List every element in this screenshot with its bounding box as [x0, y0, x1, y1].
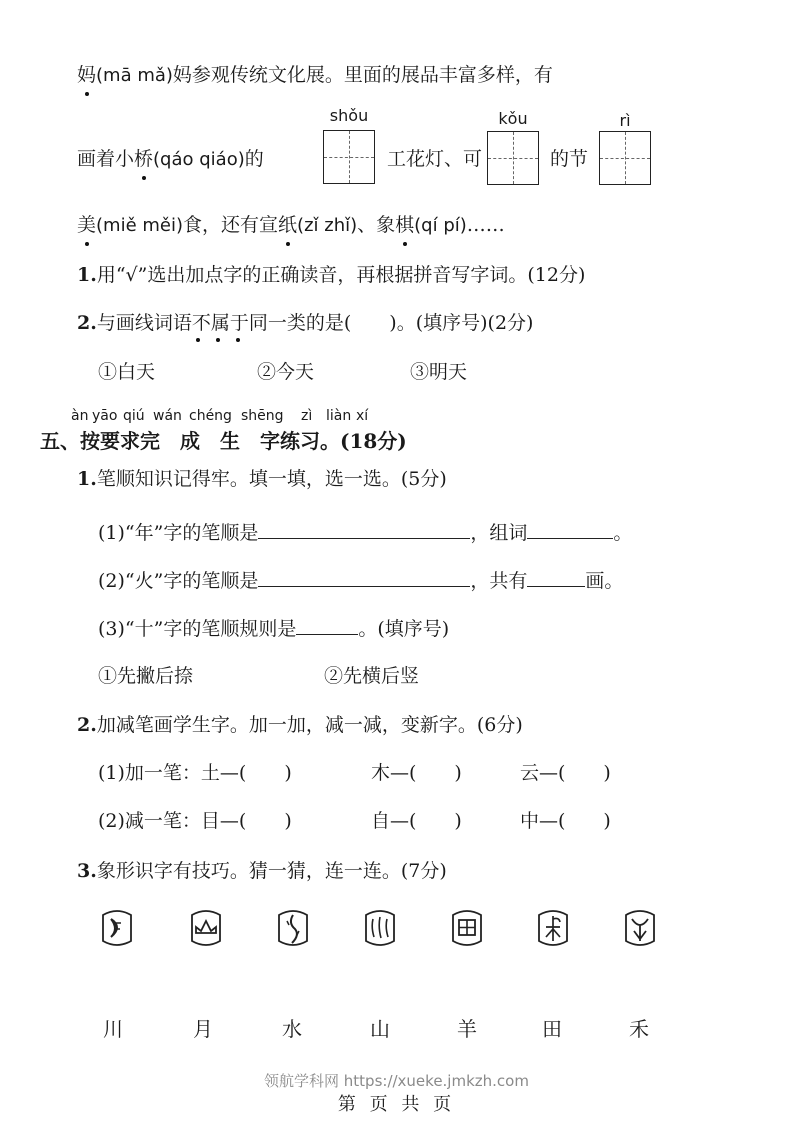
question-text: 笔顺知识记得牢。填一填，选一选。(5分): [96, 468, 447, 490]
answer-blank[interactable]: [527, 518, 613, 539]
dotted-char: 美: [77, 214, 97, 236]
text: 工花灯、可: [387, 148, 483, 170]
answer-char-7[interactable]: 禾: [629, 1017, 649, 1041]
sheep-pictograph-icon[interactable]: [620, 905, 660, 951]
question-number: 2.: [77, 714, 97, 736]
text: 妈参观传统文化展。里面的展品丰富多样，有: [172, 64, 553, 86]
sub1-line-2: [98, 566, 623, 594]
question-text: 用“√”选出加点字的正确读音，再根据拼音写字词。(12分): [96, 264, 586, 286]
sub-question-1: [77, 466, 447, 492]
answer-blank[interactable]: [258, 518, 470, 539]
remove-stroke-3[interactable]: 中—( ): [520, 810, 611, 832]
remove-stroke-2[interactable]: 自—( ): [371, 810, 462, 832]
answer-char-2[interactable]: 月: [193, 1017, 213, 1041]
question-text: 同一类的是( )。(填序号)(2分): [248, 312, 534, 334]
writing-box-3[interactable]: [599, 131, 651, 185]
mountain-pictograph-icon[interactable]: [186, 905, 226, 951]
text: 食，还有宣: [183, 214, 279, 236]
answer-blank[interactable]: [296, 614, 358, 635]
box-pinyin-1: shǒu: [329, 106, 369, 125]
question-2: [77, 310, 533, 336]
section-title: 五、按要求完 成 生 字练习。(18分): [40, 429, 407, 453]
remove-stroke-1[interactable]: (2)减一笔：目—( ): [98, 810, 292, 832]
page-number: 第 页 共 页: [337, 1094, 456, 1115]
text: (1)“年”字的笔顺是: [98, 522, 259, 544]
pinyin-choice: (miě měi): [96, 215, 184, 236]
add-stroke-1[interactable]: (1)加一笔：土—( ): [98, 762, 292, 784]
answer-char-3[interactable]: 水: [282, 1017, 302, 1041]
dotted-words: 不属于: [192, 312, 249, 334]
writing-box-2[interactable]: [487, 131, 539, 185]
answer-char-4[interactable]: 山: [370, 1017, 390, 1041]
q2-option-1: ①白天: [98, 361, 156, 383]
text: ，组词: [470, 522, 528, 544]
add-stroke-3[interactable]: 云—( ): [520, 762, 611, 784]
sub-question-3: [77, 858, 447, 884]
answer-blank[interactable]: [258, 566, 470, 587]
sub1-option-1: ①先撇后捺: [98, 665, 194, 687]
intro-line-2: [77, 146, 264, 173]
pinyin-choice: (qí pí): [414, 215, 467, 236]
dotted-char: 纸: [278, 214, 298, 236]
intro-line-2b: [387, 146, 482, 172]
intro-line-1: [77, 62, 553, 89]
text: 。: [613, 522, 633, 544]
field-pictograph-icon[interactable]: [447, 905, 487, 951]
text: (2)“火”字的笔顺是: [98, 570, 259, 592]
sub-question-2: [77, 712, 523, 738]
question-number: 3.: [77, 860, 97, 882]
question-1: [77, 262, 585, 288]
text: 、象: [357, 214, 396, 236]
pinyin-choice: (mā mǎ): [96, 65, 173, 86]
dotted-char: 妈: [77, 64, 97, 86]
pinyin-choice: (zǐ zhǐ): [297, 215, 358, 236]
sub1-option-2: ②先横后竖: [324, 665, 420, 687]
dotted-char: 棋: [395, 214, 415, 236]
text: 的节: [550, 148, 589, 170]
question-number: 1.: [77, 468, 97, 490]
river-pictograph-icon[interactable]: [360, 905, 400, 951]
text: 画。: [585, 570, 624, 592]
answer-char-1[interactable]: 川: [103, 1017, 123, 1041]
sub1-line-1: [98, 518, 632, 546]
box-pinyin-2: kǒu: [498, 109, 528, 128]
text: ……: [466, 214, 505, 236]
water-pictograph-icon[interactable]: [273, 905, 313, 951]
box-pinyin-3: rì: [619, 111, 631, 130]
q2-option-3: ③明天: [410, 361, 468, 383]
pinyin-choice: (qáo qiáo): [153, 149, 245, 170]
text: 的: [244, 148, 264, 170]
text: 。(填序号): [358, 618, 450, 640]
add-stroke-2[interactable]: 木—( ): [371, 762, 462, 784]
question-text: 象形识字有技巧。猜一猜，连一连。(7分): [96, 860, 447, 882]
sub1-line-3: [98, 614, 449, 642]
answer-char-5[interactable]: 羊: [457, 1017, 477, 1041]
question-text: 加减笔画学生字。加一加，减一减，变新字。(6分): [96, 714, 523, 736]
q2-option-2: ②今天: [257, 361, 315, 383]
question-number: 2.: [77, 312, 97, 334]
writing-box-1[interactable]: [323, 130, 375, 184]
moon-pictograph-icon[interactable]: [97, 905, 137, 951]
text: ，共有: [470, 570, 528, 592]
answer-blank[interactable]: [527, 566, 585, 587]
grain-pictograph-icon[interactable]: [533, 905, 573, 951]
intro-line-3: [77, 212, 505, 239]
question-number: 1.: [77, 264, 97, 286]
text: (3)“十”字的笔顺规则是: [98, 618, 297, 640]
watermark-url: 领航学科网 https://xueke.jmkzh.com: [264, 1072, 529, 1090]
answer-char-6[interactable]: 田: [542, 1017, 562, 1041]
intro-line-2c: [550, 146, 588, 172]
question-text: 与画线词语: [96, 312, 192, 334]
text: 画着小: [77, 148, 135, 170]
dotted-char: 桥: [134, 148, 154, 170]
